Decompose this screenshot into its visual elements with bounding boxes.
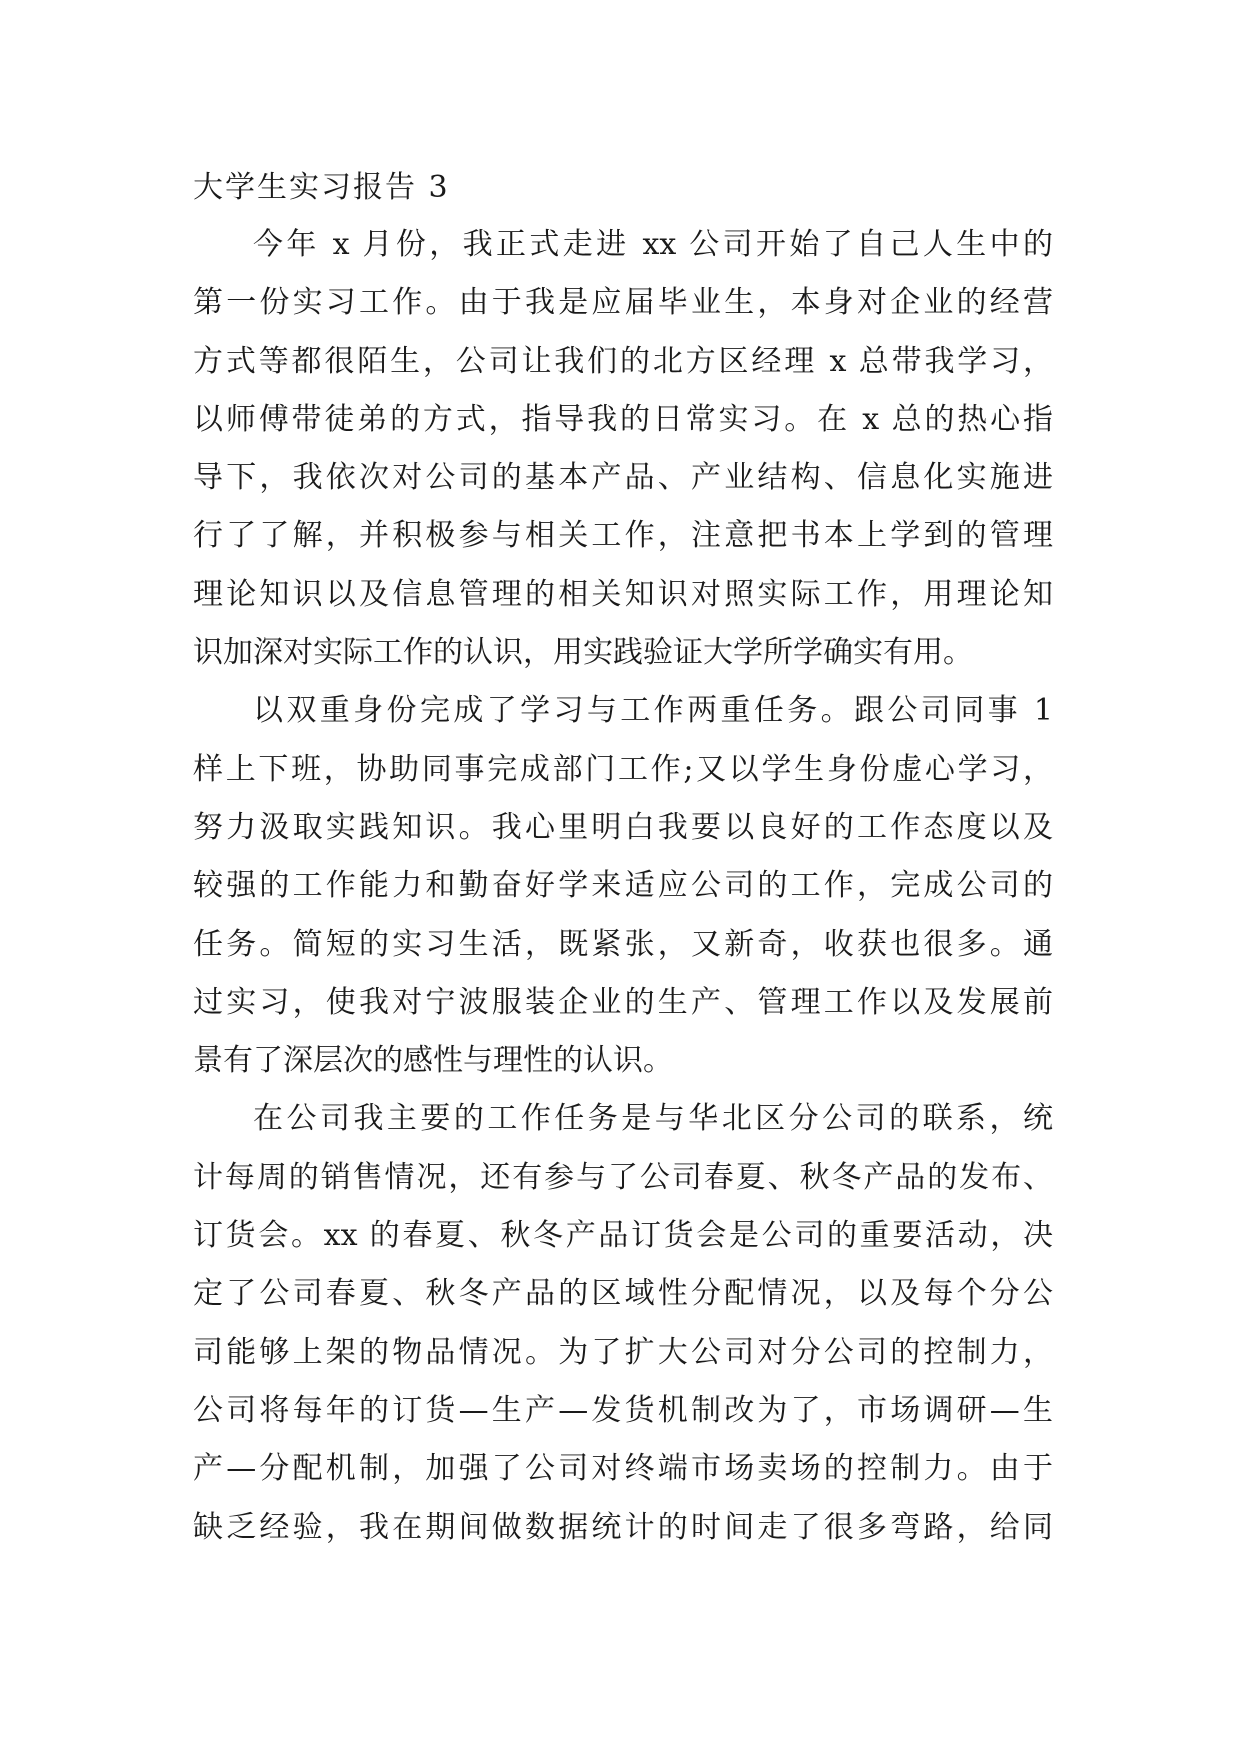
text-line: 理论知识以及信息管理的相关知识对照实际工作，用理论知: [193, 576, 1053, 612]
text-line: 景有了深层次的感性与理性的认识。: [193, 1043, 673, 1079]
text-line: 方式等都很陌生，公司让我们的北方区经理 x 总带我学习，: [193, 343, 1053, 379]
text-line: 缺乏经验，我在期间做数据统计的时间走了很多弯路，给同: [193, 1509, 1053, 1545]
paragraph-2: [193, 682, 1053, 1090]
text-line: 今年 x 月份，我正式走进 xx 公司开始了自己人生中的: [253, 227, 1053, 262]
text-line: 公司将每年的订货—生产—发货机制改为了，市场调研—生: [193, 1392, 1053, 1428]
text-line: 定了公司春夏、秋冬产品的区域性分配情况，以及每个分公: [193, 1276, 1053, 1312]
text-line: 以师傅带徒弟的方式，指导我的日常实习。在 x 总的热心指: [193, 401, 1053, 437]
text-line: 行了了解，并积极参与相关工作，注意把书本上学到的管理: [193, 518, 1053, 554]
text-line: 第一份实习工作。由于我是应届毕业生，本身对企业的经营: [193, 285, 1053, 321]
text-line: 样上下班，协助同事完成部门工作;又以学生身份虚心学习，: [193, 751, 1053, 787]
paragraph-1: [193, 216, 1053, 682]
text-line: 较强的工作能力和勤奋好学来适应公司的工作，完成公司的: [193, 868, 1053, 904]
text-line: 努力汲取实践知识。我心里明白我要以良好的工作态度以及: [193, 809, 1053, 845]
document-title: 大学生实习报告 3: [193, 170, 450, 205]
text-line: 计每周的销售情况，还有参与了公司春夏、秋冬产品的发布、: [193, 1159, 1053, 1195]
text-line: 订货会。xx 的春夏、秋冬产品订货会是公司的重要活动，决: [193, 1218, 1053, 1254]
text-line: 司能够上架的物品情况。为了扩大公司对分公司的控制力，: [193, 1334, 1053, 1370]
text-line: 任务。简短的实习生活，既紧张，又新奇，收获也很多。通: [193, 926, 1053, 962]
text-line: 在公司我主要的工作任务是与华北区分公司的联系，统: [253, 1101, 1053, 1137]
text-line: 过实习，使我对宁波服装企业的生产、管理工作以及发展前: [193, 984, 1053, 1020]
text-line: 产—分配机制，加强了公司对终端市场卖场的控制力。由于: [193, 1451, 1053, 1487]
paragraph-3: [193, 1090, 1053, 1556]
document-body: [193, 160, 1053, 1557]
text-line: 导下，我依次对公司的基本产品、产业结构、信息化实施进: [193, 460, 1053, 496]
text-line: 识加深对实际工作的认识，用实践验证大学所学确实有用。: [193, 635, 973, 671]
text-line: 以双重身份完成了学习与工作两重任务。跟公司同事 1: [253, 693, 1053, 729]
